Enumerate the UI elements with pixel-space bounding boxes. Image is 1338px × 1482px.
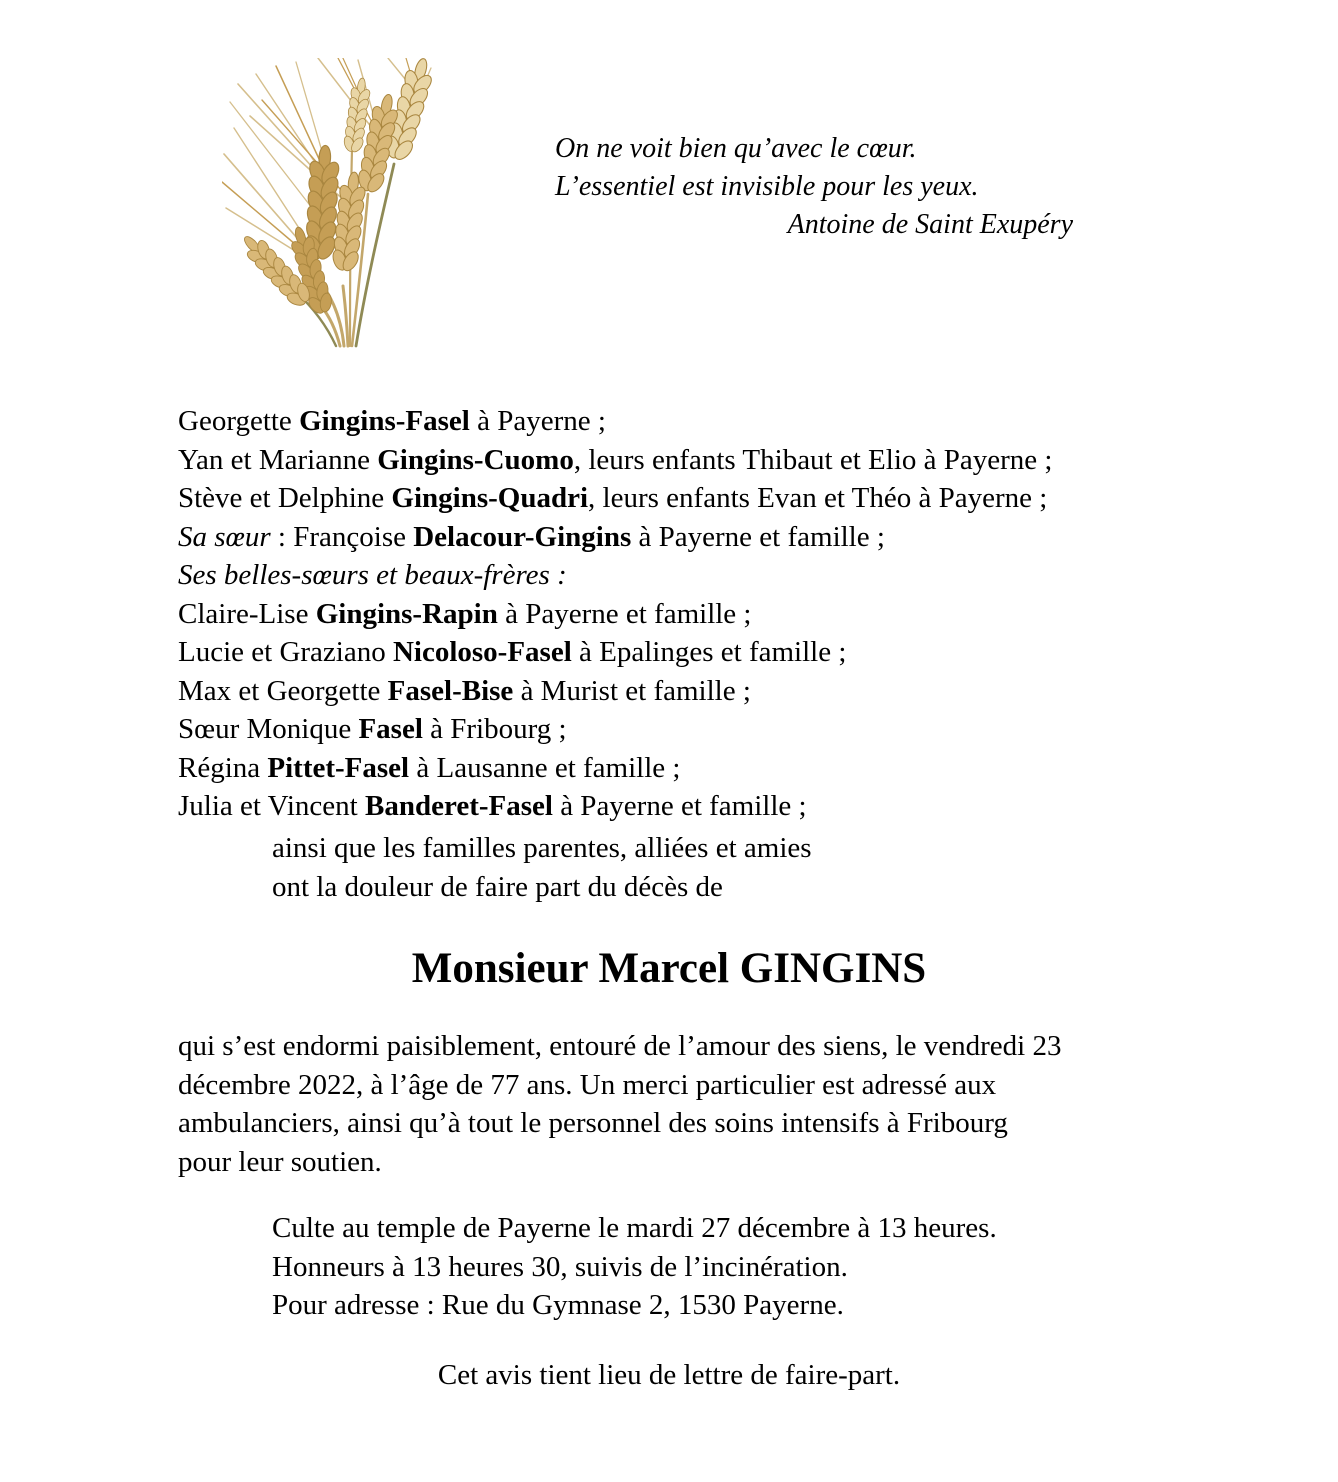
text-segment: Sa sœur [178,520,271,553]
text-segment: à Murist et famille ; [513,674,751,707]
quote-attribution: Antoine de Saint Exupéry [787,209,1073,240]
family-list [178,402,1052,826]
quote-block [555,130,1075,244]
family-surname: Banderet-Fasel [365,790,553,822]
family-line [178,595,1052,634]
text-line: Pour adresse : Rue du Gymnase 2, 1530 Payerne. [272,1289,844,1321]
family-line [178,402,1052,441]
family-line [178,749,1052,788]
family-line [178,787,1052,826]
family-line [178,556,1052,595]
text-segment: Régina [178,751,268,784]
family-line [178,441,1052,480]
text-segment: Stève et Delphine [178,482,392,514]
text-segment: Ses belles-sœurs et beaux-frères : [178,559,567,591]
family-line [178,633,1052,672]
text-segment: Yan et Marianne [178,443,378,476]
family-line [178,672,1052,711]
text-segment: , leurs enfants Evan et Théo à Payerne ; [588,482,1048,514]
text-line: décembre 2022, à l’âge de 77 ans. Un merci particulier est adressé aux [178,1068,997,1101]
family-surname: Nicoloso-Fasel [392,636,572,668]
family-surname: Gingins-Cuomo [377,443,574,476]
text-segment: à Lausanne et famille ; [409,751,681,784]
family-surname: Fasel [358,713,423,745]
text-line: Culte au temple de Payerne le mardi 27 décembre à 13 heures. [272,1212,997,1244]
text-segment: : Françoise [270,520,414,553]
text-segment: Claire-Lise [178,597,316,630]
family-line [178,518,1052,557]
text-line: qui s’est endormi paisiblement, entouré de l’amour des siens, le vendredi 23 [178,1030,1062,1062]
family-surname: Delacour-Gingins [413,520,632,553]
text-segment: à Payerne et famille ; [631,520,885,553]
family-surname: Gingins-Rapin [315,597,498,630]
text-segment: à Payerne et famille ; [497,597,752,630]
deceased-name-title: Monsieur Marcel GINGINS [411,945,927,992]
closing-line: Cet avis tient lieu de lettre de faire-part. [437,1359,901,1391]
death-paragraph [178,1027,1061,1181]
text-segment: Max et Georgette [178,674,388,707]
text-line: ont la douleur de faire part du décès de [272,870,723,903]
text-segment: Lucie et Graziano [178,636,393,668]
text-segment: à Payerne ; [469,405,606,437]
text-line: Honneurs à 13 heures 30, suivis de l’incinération. [272,1250,848,1283]
text-segment: à Fribourg ; [422,713,567,745]
family-surname: Fasel-Bise [387,674,514,707]
announcement-intro [272,829,812,906]
text-line: On ne voit bien qu’avec le cœur. [555,133,917,164]
text-segment: Julia et Vincent [178,790,365,822]
text-line: ambulanciers, ainsi qu’à tout le personnel des soins intensifs à Fribourg [178,1107,1008,1139]
text-segment: Georgette [178,405,300,437]
text-segment: à Payerne et famille ; [552,790,807,822]
text-segment: Sœur Monique [178,713,359,745]
text-segment: à Epalinges et famille ; [571,636,847,668]
wheat-image [222,58,432,348]
family-surname: Pittet-Fasel [267,751,410,784]
family-line [178,710,1052,749]
family-line [178,479,1052,518]
family-surname: Gingins-Fasel [299,405,470,437]
ceremony-details [272,1209,997,1325]
text-line: ainsi que les familles parentes, alliées et amies [272,832,812,864]
wheat-ears [235,58,432,318]
family-surname: Gingins-Quadri [391,482,589,514]
text-line: L’essentiel est invisible pour les yeux. [555,171,979,202]
text-segment: , leurs enfants Thibaut et Elio à Payerne ; [573,443,1053,476]
quote-lines [555,130,1075,206]
text-line: pour leur soutien. [178,1145,382,1178]
